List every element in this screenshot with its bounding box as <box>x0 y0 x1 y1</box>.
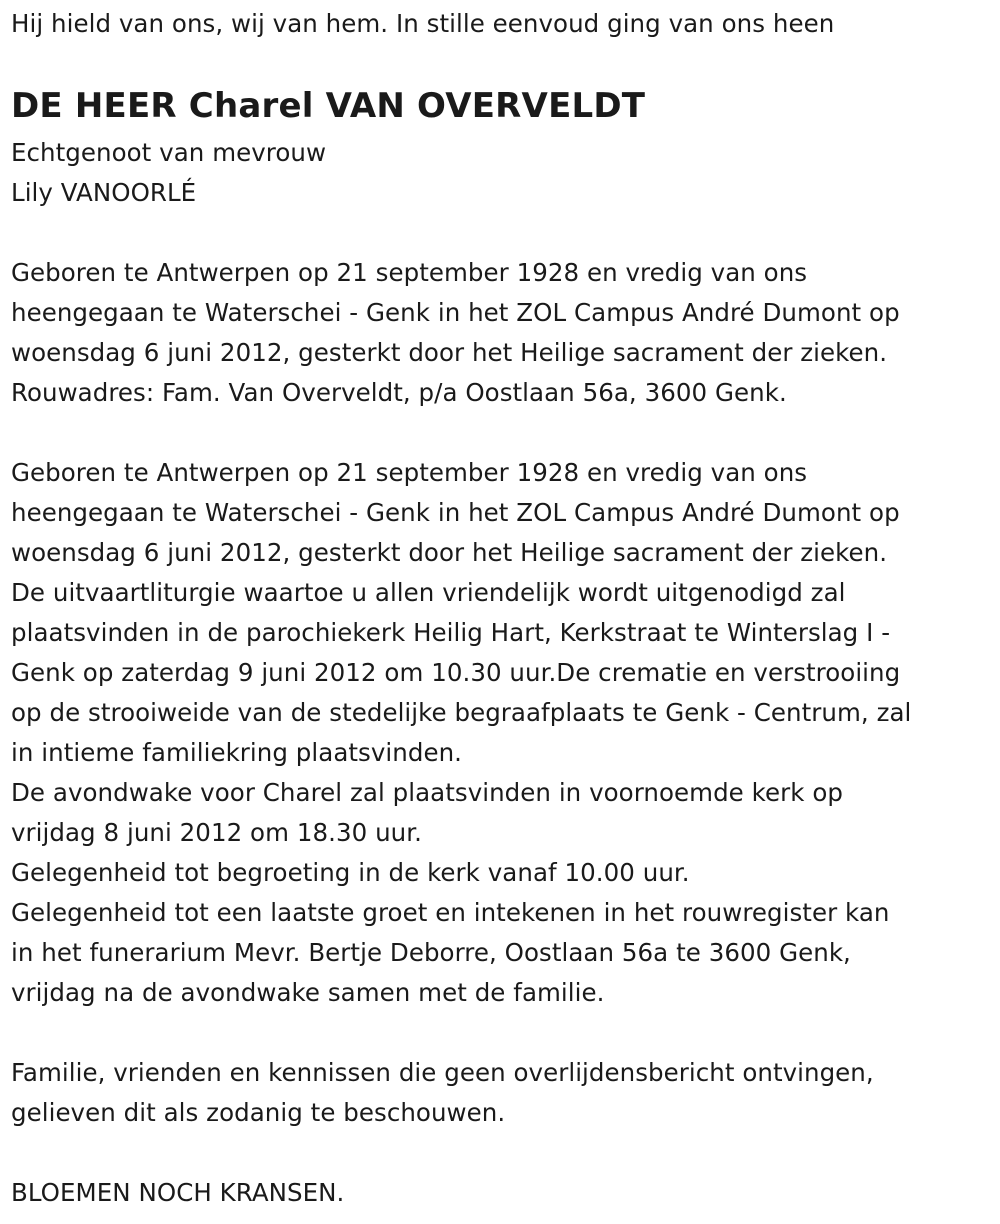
text-line: heengegaan te Waterschei - Genk in het ZOL Campus André Dumont op <box>11 498 900 527</box>
text-line: plaatsvinden in de parochiekerk Heilig Hart, Kerkstraat te Winterslag I - <box>11 618 891 647</box>
text-line: gelieven dit als zodanig te beschouwen. <box>11 1098 506 1127</box>
text-line: in het funerarium Mevr. Bertje Deborre, Oostlaan 56a te 3600 Genk, <box>11 938 851 967</box>
text-line: woensdag 6 juni 2012, gesterkt door het Heilige sacrament der zieken. <box>11 538 888 567</box>
text-line: Geboren te Antwerpen op 21 september 1928 en vredig van ons <box>11 258 808 287</box>
closing-line: BLOEMEN NOCH KRANSEN. <box>11 1178 345 1207</box>
text-line: vrijdag 8 juni 2012 om 18.30 uur. <box>11 818 422 847</box>
spouse-line: Lily VANOORLÉ <box>11 178 197 207</box>
text-line: woensdag 6 juni 2012, gesterkt door het Heilige sacrament der zieken. <box>11 338 888 367</box>
text-line: in intieme familiekring plaatsvinden. <box>11 738 462 767</box>
text-line: op de strooiweide van de stedelijke begraafplaats te Genk - Centrum, zal <box>11 698 912 727</box>
spouse-line: Echtgenoot van mevrouw <box>11 138 327 167</box>
paragraph-birth-death-address <box>11 253 900 413</box>
text-line: Rouwadres: Fam. Van Overveldt, p/a Oostlaan 56a, 3600 Genk. <box>11 378 787 407</box>
text-line: Gelegenheid tot begroeting in de kerk vanaf 10.00 uur. <box>11 858 690 887</box>
text-line: Gelegenheid tot een laatste groet en intekenen in het rouwregister kan <box>11 898 890 927</box>
text-line: Geboren te Antwerpen op 21 september 1928 en vredig van ons <box>11 458 808 487</box>
text-line: De avondwake voor Charel zal plaatsvinden in voornoemde kerk op <box>11 778 843 807</box>
text-line: Familie, vrienden en kennissen die geen overlijdensbericht ontvingen, <box>11 1058 874 1087</box>
paragraph-notice <box>11 1053 874 1133</box>
deceased-name-title: DE HEER Charel VAN OVERVELDT <box>11 86 646 126</box>
text-line: De uitvaartliturgie waartoe u allen vriendelijk wordt uitgenodigd zal <box>11 578 846 607</box>
intro-line: Hij hield van ons, wij van hem. In stille eenvoud ging van ons heen <box>11 9 835 38</box>
text-line: heengegaan te Waterschei - Genk in het ZOL Campus André Dumont op <box>11 298 900 327</box>
paragraph-funeral-details <box>11 453 911 1013</box>
text-line: vrijdag na de avondwake samen met de familie. <box>11 978 605 1007</box>
spouse-block <box>11 133 326 213</box>
text-line: Genk op zaterdag 9 juni 2012 om 10.30 uur.De crematie en verstrooiing <box>11 658 901 687</box>
